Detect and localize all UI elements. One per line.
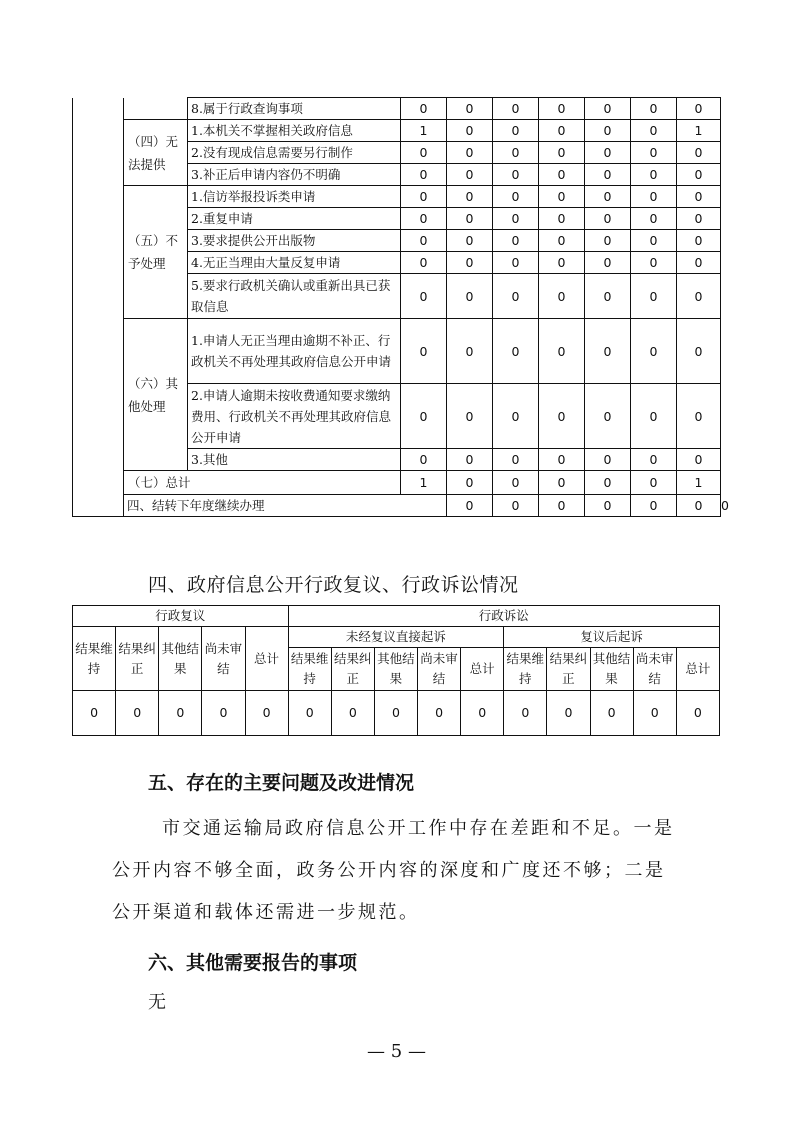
application-handling-table [72, 97, 729, 517]
cell-value: 0 [539, 98, 585, 120]
cell-value: 0 [539, 164, 585, 186]
row-label: 3.其他 [188, 449, 401, 471]
cell-value: 0 [493, 164, 539, 186]
cell-value: 0 [677, 274, 721, 319]
cell-value: 0 [590, 691, 633, 736]
table-row [73, 98, 721, 120]
cell-value: 0 [539, 274, 585, 319]
cell-value: 0 [159, 691, 202, 736]
cell-value: 0 [331, 691, 374, 736]
cell-value: 0 [447, 98, 493, 120]
col-header: 结果维持 [73, 627, 116, 691]
col-header: 总计 [461, 648, 504, 691]
cell-value: 0 [245, 691, 288, 736]
cell-value: 0 [677, 384, 721, 449]
cell-value: 0 [493, 252, 539, 274]
after-review-header: 复议后起诉 [504, 627, 720, 648]
cell-value: 0 [677, 252, 721, 274]
cell-value: 0 [539, 252, 585, 274]
cell-value: 0 [631, 495, 677, 517]
cell-value: 0 [539, 186, 585, 208]
row-label: 1.申请人无正当理由逾期不补正、行政机关不再处理其政府信息公开申请 [188, 319, 401, 384]
cell-value: 0 [401, 164, 447, 186]
cell-value: 0 [547, 691, 590, 736]
cell-value: 0 [447, 449, 493, 471]
cell-value: 0 [493, 449, 539, 471]
section4-heading: 四、政府信息公开行政复议、行政诉讼情况 [148, 574, 519, 596]
cell-value: 0 [631, 230, 677, 252]
review-litigation-table [72, 605, 720, 736]
cell-value: 0 [447, 384, 493, 449]
row-label: 5.要求行政机关确认或重新出具已获取信息 [188, 274, 401, 319]
cell-value: 0 [401, 142, 447, 164]
group-label: （六）其他处理 [124, 319, 188, 471]
cell-value: 0 [288, 691, 331, 736]
cell-value: 0 [493, 274, 539, 319]
litigation-header: 行政诉讼 [288, 606, 719, 627]
row-label: 2.重复申请 [188, 208, 401, 230]
page-number: — 5 — [367, 1041, 426, 1062]
col-header: 其他结果 [159, 627, 202, 691]
cell-value: 0 [539, 471, 585, 495]
cell-value: 0 [401, 319, 447, 384]
col-header: 尚未审结 [418, 648, 461, 691]
table-row [73, 186, 721, 208]
cell-value: 0 [401, 384, 447, 449]
direct-suit-header: 未经复议直接起诉 [288, 627, 504, 648]
cell-value: 0 [539, 495, 585, 517]
cell-value: 0 [202, 691, 245, 736]
cell-value: 0 [447, 208, 493, 230]
cell-value: 0 [539, 384, 585, 449]
cell-value: 0 [631, 164, 677, 186]
cell-value: 0 [677, 230, 721, 252]
cell-value: 0 [585, 142, 631, 164]
cell-value: 0 [447, 471, 493, 495]
section5-heading: 五、存在的主要问题及改进情况 [148, 772, 415, 794]
row-label: 8.属于行政查询事项 [188, 98, 401, 120]
carryover-row: 四、结转下年度继续办理 0 0 0 0 0 0 0 [73, 495, 721, 517]
section5-text: 市交通运输局政府信息公开工作中存在差距和不足。一是公开内容不够全面，政务公开内容的深度和广度还不够；二是公开渠道和载体还需进一步规范。 [112, 818, 675, 923]
row-label: 2.申请人逾期未按收费通知要求缴纳费用、行政机关不再处理其政府信息公开申请 [188, 384, 401, 449]
col-header: 结果纠正 [331, 648, 374, 691]
table-row [73, 319, 721, 384]
col-header: 总计 [245, 627, 288, 691]
cell-value: 0 [677, 208, 721, 230]
cell-value: 0 [73, 691, 116, 736]
cell-value: 0 [401, 449, 447, 471]
cell-value: 0 [447, 186, 493, 208]
cell-value: 0 [493, 471, 539, 495]
cell-value: 0 [585, 208, 631, 230]
row-label: 3.要求提供公开出版物 [188, 230, 401, 252]
cell-value: 0 [585, 230, 631, 252]
row-label: 1.本机关不掌握相关政府信息 [188, 120, 401, 142]
section6-content: 无 [148, 992, 166, 1013]
col-header: 结果维持 [504, 648, 547, 691]
cell-value: 0 [585, 471, 631, 495]
col-header: 其他结果 [590, 648, 633, 691]
row-label: 1.信访举报投诉类申请 [188, 186, 401, 208]
cell-value: 0 [585, 384, 631, 449]
cell-value: 0 [447, 230, 493, 252]
cell-value: 0 [116, 691, 159, 736]
col-header: 其他结果 [374, 648, 417, 691]
cell-value: 0 [677, 495, 721, 517]
cell-value: 0 [539, 230, 585, 252]
cell-value: 0 [447, 142, 493, 164]
cell-value: 0 [493, 142, 539, 164]
cell-value: 0 [676, 691, 719, 736]
cell-value: 0 [418, 691, 461, 736]
row-label: 2.没有现成信息需要另行制作 [188, 142, 401, 164]
col-header: 尚未审结 [202, 627, 245, 691]
cell-value: 0 [447, 274, 493, 319]
outer-category-cell [73, 98, 124, 517]
cell-value: 0 [631, 120, 677, 142]
cell-value: 0 [493, 495, 539, 517]
cell-value: 0 [401, 186, 447, 208]
cell-value: 0 [447, 164, 493, 186]
cell-value: 0 [493, 120, 539, 142]
cell-value: 0 [401, 274, 447, 319]
cell-value: 0 [539, 208, 585, 230]
group-label: （四）无法提供 [124, 120, 188, 186]
total-label: （七）总计 [124, 471, 401, 495]
col-header: 结果纠正 [116, 627, 159, 691]
cell-value: 0 [585, 319, 631, 384]
cell-value: 0 [585, 120, 631, 142]
cell-value: 0 [585, 98, 631, 120]
cell-value: 0 [631, 186, 677, 208]
cell-value: 0 [401, 230, 447, 252]
cell-value: 0 [585, 495, 631, 517]
cell-value: 0 [447, 120, 493, 142]
cell-value: 0 [493, 319, 539, 384]
cell-value: 1 [401, 120, 447, 142]
group-cell [124, 98, 188, 120]
col-header: 结果维持 [288, 648, 331, 691]
cell-value: 0 [447, 319, 493, 384]
cell-value: 0 [631, 384, 677, 449]
cell-value: 0 [401, 208, 447, 230]
cell-value: 0 [461, 691, 504, 736]
cell-value: 1 [677, 120, 721, 142]
cell-value: 0 [585, 186, 631, 208]
cell-value: 0 [677, 98, 721, 120]
cell-value: 0 [374, 691, 417, 736]
cell-value: 0 [585, 274, 631, 319]
cell-value: 0 [401, 98, 447, 120]
cell-value: 0 [504, 691, 547, 736]
table-row [73, 120, 721, 142]
cell-value: 0 [631, 252, 677, 274]
group-label: （五）不予处理 [124, 186, 188, 319]
cell-value: 0 [631, 471, 677, 495]
cell-value: 0 [631, 319, 677, 384]
review-header: 行政复议 [73, 606, 289, 627]
cell-value: 0 [447, 252, 493, 274]
cell-value: 0 [631, 98, 677, 120]
col-header: 结果纠正 [547, 648, 590, 691]
cell-value: 0 [539, 449, 585, 471]
cell-value: 0 [493, 98, 539, 120]
cell-value: 0 [631, 208, 677, 230]
cell-value: 0 [493, 186, 539, 208]
cell-value: 0 [401, 252, 447, 274]
row-label: 4.无正当理由大量反复申请 [188, 252, 401, 274]
col-header: 总计 [676, 648, 719, 691]
cell-value: 0 [539, 319, 585, 384]
cell-value: 0 [631, 142, 677, 164]
carryover-label: 四、结转下年度继续办理 [124, 495, 447, 517]
cell-value: 0 [493, 384, 539, 449]
cell-value: 0 [677, 164, 721, 186]
cell-value: 0 [677, 449, 721, 471]
cell-value: 0 [677, 142, 721, 164]
cell-value: 0 [677, 186, 721, 208]
cell-value: 0 [585, 252, 631, 274]
cell-value: 0 [631, 274, 677, 319]
section6-heading: 六、其他需要报告的事项 [148, 952, 358, 974]
cell-value: 0 [447, 495, 493, 517]
cell-value: 0 [677, 319, 721, 384]
cell-value: 0 [539, 142, 585, 164]
cell-value: 0 [631, 449, 677, 471]
section5-paragraph [112, 808, 682, 934]
table-row [73, 691, 720, 736]
cell-value: 0 [585, 164, 631, 186]
cell-value: 0 [493, 230, 539, 252]
cell-value: 0 [585, 449, 631, 471]
cell-value: 1 [677, 471, 721, 495]
cell-value: 0 [493, 208, 539, 230]
col-header: 尚未审结 [633, 648, 676, 691]
total-row [73, 471, 721, 495]
cell-value: 0 [539, 120, 585, 142]
cell-value: 1 [401, 471, 447, 495]
row-label: 3.补正后申请内容仍不明确 [188, 164, 401, 186]
cell-value: 0 [633, 691, 676, 736]
